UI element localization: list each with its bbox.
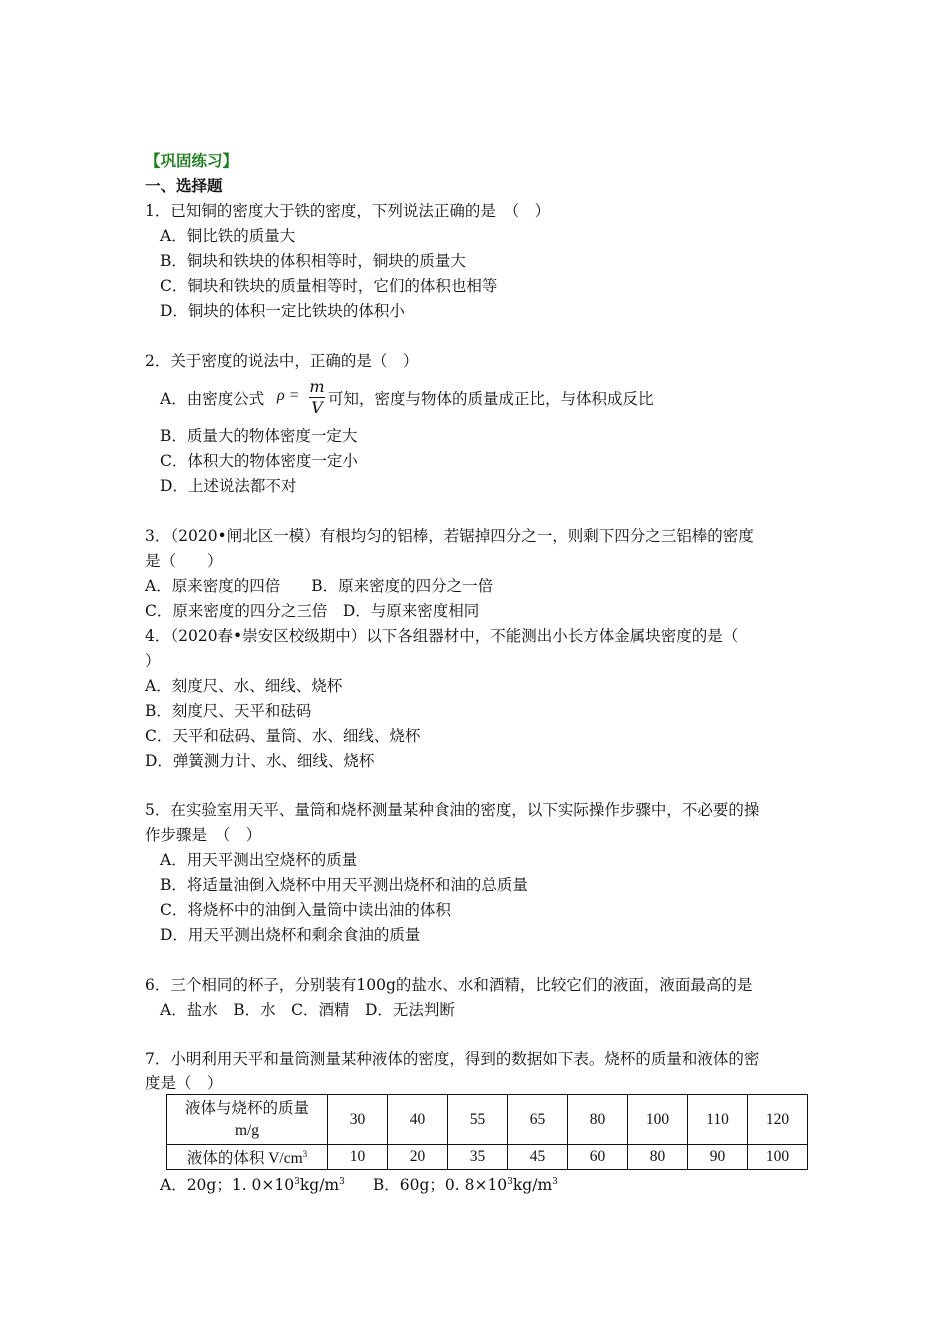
table-header-volume-exponent: 3 [302, 1148, 308, 1159]
table-cell: 45 [508, 1145, 568, 1170]
q4-stem-line1: 4．（2020春•崇安区校级期中）以下各组器材中，不能测出小长方体金属块密度的是（ [145, 627, 739, 645]
q4-stem-line2: ） [145, 652, 161, 670]
q7-option-a-unit: kg/m [299, 1176, 340, 1194]
q1-option-c: C．铜块和铁块的质量相等时，它们的体积也相等 [160, 277, 498, 295]
q4-option-d: D．弹簧测力计、水、细线、烧杯 [145, 752, 375, 770]
q7-option-b-unit: kg/m [512, 1176, 553, 1194]
q7-stem-line2: 度是（ ） [145, 1074, 223, 1092]
q4-option-b: B．刻度尺、天平和砝码 [145, 702, 312, 720]
q3-stem-line1: 3．（2020•闸北区一模）有根均匀的铝棒，若锯掉四分之一，则剩下四分之三铝棒的密度 [145, 527, 754, 545]
q6-options: A．盐水 B．水 C．酒精 D．无法判断 [160, 1001, 455, 1019]
q5-option-c: C．将烧杯中的油倒入量筒中读出油的体积 [160, 901, 451, 919]
table-row-header [167, 1095, 328, 1145]
table-cell: 55 [448, 1095, 508, 1145]
q4-option-a: A．刻度尺、水、细线、烧杯 [145, 677, 343, 695]
q7-option-b-exponent: 3 [507, 1176, 513, 1187]
table-header-mass-line2: m/g [234, 1121, 260, 1139]
q6-stem: 6．三个相同的杯子，分别装有100g的盐水、水和酒精，比较它们的液面，液面最高的是 [145, 976, 753, 994]
q4-option-c: C．天平和砝码、量筒、水、细线、烧杯 [145, 727, 421, 745]
q2-option-a-prefix: A．由密度公式 [160, 390, 265, 408]
table-cell: 35 [448, 1145, 508, 1170]
table-cell: 120 [748, 1095, 808, 1145]
q2-option-d: D．上述说法都不对 [160, 477, 297, 495]
density-fraction [307, 377, 327, 418]
table-cell: 80 [568, 1095, 628, 1145]
q1-stem: 1．已知铜的密度大于铁的密度，下列说法正确的是 （ ） [145, 202, 551, 220]
q7-options [160, 1174, 558, 1196]
table-row [167, 1095, 808, 1145]
q7-option-a-exponent: 3 [294, 1176, 300, 1187]
q3-stem-line2: 是（ ） [145, 552, 223, 570]
q5-option-d: D．用天平测出烧杯和剩余食油的质量 [160, 926, 421, 944]
q7-option-a-unit-exponent: 3 [339, 1176, 345, 1187]
table-header-mass-line1: 液体与烧杯的质量 [184, 1099, 309, 1117]
table-cell: 40 [388, 1095, 448, 1145]
q3-options-line2: C．原来密度的四分之三倍 D．与原来密度相同 [145, 602, 480, 620]
q5-option-a: A．用天平测出空烧杯的质量 [160, 851, 358, 869]
q1-option-a: A．铜比铁的质量大 [160, 227, 296, 245]
q5-stem-line1: 5．在实验室用天平、量筒和烧杯测量某种食油的密度，以下实际操作步骤中，不必要的操 [145, 801, 760, 819]
table-cell: 80 [628, 1145, 688, 1170]
fraction-denominator: V [311, 398, 323, 417]
density-symbol: ρ = [277, 387, 300, 404]
table-cell: 90 [688, 1145, 748, 1170]
q2-option-c: C．体积大的物体密度一定小 [160, 452, 358, 470]
q1-option-d: D．铜块的体积一定比铁块的体积小 [160, 302, 405, 320]
q5-option-b: B．将适量油倒入烧杯中用天平测出烧杯和油的总质量 [160, 876, 528, 894]
q3-options-line1: A．原来密度的四倍 B．原来密度的四分之一倍 [145, 577, 494, 595]
q1-option-b: B．铜块和铁块的体积相等时，铜块的质量大 [160, 252, 466, 270]
measurement-table [166, 1094, 808, 1170]
table-cell: 100 [628, 1095, 688, 1145]
table-row [167, 1145, 808, 1170]
table-cell: 65 [508, 1095, 568, 1145]
section-title: 【巩固练习】 [145, 151, 239, 170]
table-cell: 100 [748, 1145, 808, 1170]
q7-option-b-unit-exponent: 3 [552, 1176, 558, 1187]
q2-option-b: B．质量大的物体密度一定大 [160, 427, 358, 445]
q7-option-b: B．60g；0. 8×10 [372, 1176, 508, 1194]
part-title: 一、选择题 [145, 176, 223, 195]
q7-stem-line1: 7．小明利用天平和量筒测量某种液体的密度，得到的数据如下表。烧杯的质量和液体的密 [145, 1050, 760, 1068]
q2-stem: 2．关于密度的说法中，正确的是（ ） [145, 352, 419, 370]
table-header-volume: 液体的体积 V/cm [186, 1150, 303, 1167]
table-cell: 60 [568, 1145, 628, 1170]
table-cell: 110 [688, 1095, 748, 1145]
q2-option-a-suffix: 可知，密度与物体的质量成正比，与体积成反比 [328, 390, 654, 408]
table-cell: 10 [328, 1145, 388, 1170]
q7-option-a: A．20g；1. 0×10 [160, 1176, 295, 1194]
table-cell: 20 [388, 1145, 448, 1170]
fraction-numerator: m [309, 377, 325, 396]
table-row-header [167, 1145, 328, 1170]
table-cell: 30 [328, 1095, 388, 1145]
q5-stem-line2: 作步骤是 （ ） [145, 826, 262, 844]
